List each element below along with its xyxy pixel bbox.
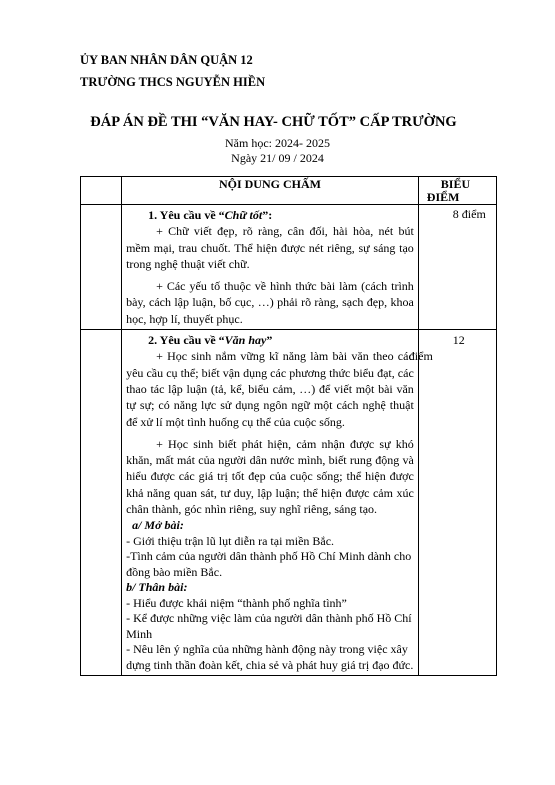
table-header-row — [81, 177, 497, 205]
row1-score — [418, 205, 496, 330]
row2-heading-suffix: ” — [266, 333, 273, 348]
header-blank-cell — [81, 177, 122, 205]
row2-paragraph-2: + Học sinh biết phát hiện, cảm nhận được sự khó khăn, mất mát của người dân nước mình, biết rung động và hiểu được các giá trị tốt đẹp của cuộc sống; thể hiện được khả năng quan sát, tư duy, lập luận; thể hiện được cảm xúc chân thành, góc nhìn riêng, suy nghĩ riêng, sáng tạo. — [126, 436, 414, 517]
section-a-heading: a/ Mở bài: — [132, 518, 184, 533]
section-a-item-1: - Giới thiệu trận lũ lụt diễn ra tại miền Bắc. — [126, 533, 335, 548]
table-row-van-hay — [81, 330, 497, 676]
section-a-item-2: -Tình cảm của người dân thành phố Hồ Chí Minh dành cho đồng bào miền Bắc. — [126, 549, 412, 579]
school-year: Năm học: 2024- 2025 — [225, 136, 330, 150]
row1-score-value: 8 điểm — [452, 207, 486, 221]
table-row-chu-tot — [81, 205, 497, 330]
header-score-line2: ĐIỂM — [426, 190, 460, 204]
header-score-line1: BIỂU — [440, 177, 471, 191]
header-score — [418, 177, 496, 205]
row2-heading-prefix: 2. Yêu cầu về “ — [148, 333, 225, 348]
row1-heading-suffix: ”: — [262, 208, 273, 222]
header-content — [122, 177, 419, 205]
section-b-item-1: - Hiểu được khái niệm “thành phố nghĩa tình” — [126, 595, 347, 610]
row2-score-number: 12 — [452, 333, 465, 348]
document-title — [0, 114, 555, 131]
row2-score-block — [408, 330, 496, 364]
section-b-item-3: - Nêu lên ý nghĩa của những hành động này trong việc xây dựng tinh thần đoàn kết, chia sẻ và phát huy giá trị đạo đức. — [126, 642, 414, 672]
row2-score — [408, 330, 496, 676]
committee-name: ỦY BAN NHÂN DÂN QUẬN 12 — [80, 53, 253, 67]
row1-paragraph-1: + Chữ viết đẹp, rõ ràng, cân đối, hài hòa, nét bút mềm mại, trau chuốt. Thể hiện được nét riêng, sự sáng tạo trong nghệ thuật viết chữ. — [126, 224, 414, 271]
grading-table — [80, 176, 497, 676]
row1-heading-em: Chữ tốt — [224, 208, 263, 222]
row2-heading-em: Văn hay — [224, 333, 267, 348]
row1-blank-cell — [81, 205, 122, 330]
row2-heading — [126, 332, 414, 348]
section-b-heading: b/ Thân bài: — [126, 580, 188, 595]
document-title-text: ĐÁP ÁN ĐỀ THI “VĂN HAY- CHỮ TỐT” CẤP TRƯỜNG — [90, 114, 457, 130]
header-content-label: NỘI DUNG CHẤM — [218, 177, 321, 191]
row2-paragraph-1: + Học sinh nắm vững kĩ năng làm bài văn theo các yêu cầu cụ thể; biết vận dụng các phương thức biểu đạt, các thao tác lập luận (tả, kể, biểu cảm, …) để viết một bài văn tự sự; có năng lực sử dụng ngôn ngữ một cách nghệ thuật để xử lí một tình huống cụ thể của cuộc sống. — [126, 349, 414, 429]
row1-heading-prefix: 1. Yêu cầu về “ — [148, 208, 225, 222]
section-b-item-2: - Kể được những việc làm của người dân thành phố Hồ Chí Minh — [126, 611, 412, 641]
row1-content — [122, 205, 419, 330]
row1-heading — [126, 207, 414, 223]
row2-content — [122, 330, 419, 676]
row2-blank-cell — [81, 330, 122, 676]
row2-score-unit: điểm — [408, 349, 433, 364]
row1-paragraph-2: + Các yếu tố thuộc về hình thức bài làm (cách trình bày, cách lập luận, bố cục, …) phải rõ ràng, sạch đẹp, khoa học, hợp lí, thuyết phục. — [126, 279, 414, 326]
school-name: TRƯỜNG THCS NGUYỄN HIỀN — [80, 75, 266, 89]
exam-date: Ngày 21/ 09 / 2024 — [231, 151, 324, 165]
